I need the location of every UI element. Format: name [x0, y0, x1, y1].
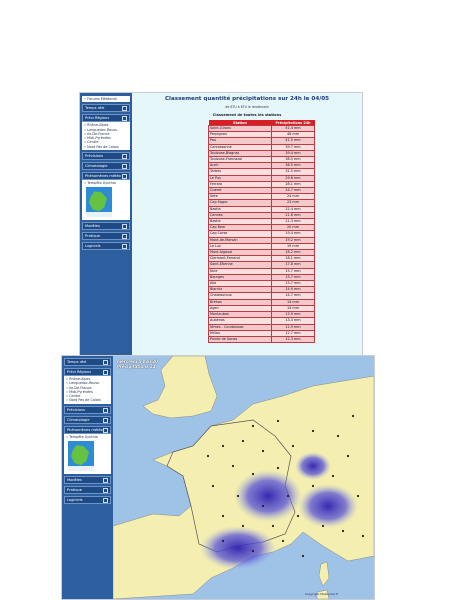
map-screenshot — [62, 356, 374, 599]
sidebar-panel-header[interactable] — [64, 476, 111, 484]
table-caption: Classement de toutes les stations — [212, 113, 282, 117]
sidebar-link[interactable]: » Rhône-Alpes — [66, 377, 109, 381]
precipitation-map[interactable] — [113, 356, 374, 599]
station-name: Millau — [209, 330, 272, 336]
forums-box[interactable] — [82, 96, 130, 102]
ranking-screenshot — [80, 93, 362, 355]
precip-value: 28.1 mm — [272, 181, 315, 187]
sidebar-panel-title: Logiciels — [85, 244, 101, 249]
precip-value: 24 mm — [272, 194, 315, 200]
station-marker — [362, 535, 364, 537]
station-marker — [232, 465, 234, 467]
sidebar-panel-header[interactable] — [64, 416, 111, 424]
station-marker — [347, 455, 349, 457]
station-marker — [237, 495, 239, 497]
sidebar-link[interactable]: » Midi-Pyrénées — [84, 136, 128, 140]
sidebar-panel-title: Climatologie — [85, 164, 108, 169]
station-name: Nice — [209, 268, 272, 274]
station-marker — [312, 430, 314, 432]
column-header-station[interactable]: Station — [209, 120, 272, 126]
station-name: Cap Corse — [209, 231, 272, 237]
precip-value: 17.8 mm — [272, 262, 315, 268]
sidebar-panel-header[interactable] — [82, 232, 130, 240]
station-marker — [207, 455, 209, 457]
thumbnail-band — [68, 466, 94, 471]
station-marker — [302, 555, 304, 557]
expand-icon[interactable] — [103, 488, 108, 493]
expand-icon[interactable] — [122, 174, 127, 179]
precip-value: 18.1 mm — [272, 256, 315, 262]
station-name: Nîmes - Courbessac — [209, 324, 272, 330]
sidebar-link[interactable]: » Midi-Pyrénées — [66, 390, 109, 394]
station-name: Sete — [209, 194, 272, 200]
sidebar-panel-header[interactable] — [82, 152, 130, 160]
station-name: Chateauroux — [209, 293, 272, 299]
station-name: Gueret — [209, 188, 272, 194]
station-marker — [287, 495, 289, 497]
station-marker — [262, 450, 264, 452]
station-name: Biarritz — [209, 287, 272, 293]
ranking-rows — [209, 126, 315, 343]
expand-icon[interactable] — [122, 116, 127, 121]
sidebar-link[interactable]: » Ile-De-France — [66, 386, 109, 390]
sidebar-panel-header[interactable] — [64, 368, 111, 376]
expand-icon[interactable] — [103, 478, 108, 483]
station-name: Agen — [209, 305, 272, 311]
station-name: Cap Sagro — [209, 200, 272, 206]
expand-icon[interactable] — [103, 370, 108, 375]
station-name: Ferrara — [209, 181, 272, 187]
france-shape — [89, 191, 107, 211]
expand-icon[interactable] — [122, 106, 127, 111]
station-name: Cannes — [209, 212, 272, 218]
precip-value: 23 mm — [272, 200, 315, 206]
sidebar-link[interactable]: » Languedoc-Rouss. — [66, 381, 109, 385]
expand-icon[interactable] — [122, 244, 127, 249]
sidebar-panel-header[interactable] — [82, 172, 130, 180]
sidebar-link[interactable]: » Ile-De-France — [84, 132, 128, 136]
sidebar-panel-header[interactable] — [82, 162, 130, 170]
precip-value: 15.7 mm — [272, 274, 315, 280]
thumbnail-band — [86, 212, 112, 217]
sidebar-panel-header[interactable] — [82, 104, 130, 112]
expand-icon[interactable] — [103, 408, 108, 413]
rain-cell-pyrenees — [200, 526, 276, 570]
precip-value: 15.7 mm — [272, 281, 315, 287]
sidebar-panel-header[interactable] — [64, 496, 111, 504]
sidebar-panel-title: Phénomènes météo — [67, 427, 103, 432]
sidebar-panels — [80, 104, 132, 250]
map-variable: Précipitations 24 — [117, 364, 156, 369]
station-name: Carcassonne — [209, 144, 272, 150]
station-marker — [262, 505, 264, 507]
sidebar-link[interactable]: » Tempête Xynthia — [66, 435, 109, 439]
precip-value: 14.9 mm — [272, 287, 315, 293]
sidebar-panels — [62, 358, 113, 504]
station-name: Toulouse-Francazal — [209, 157, 272, 163]
station-name: Montauban — [209, 312, 272, 318]
sidebar-panel-body — [64, 434, 111, 474]
sidebar-link[interactable]: » Nord Pas de Calais — [66, 398, 109, 402]
sidebar-panel-title: Prévi Régions — [67, 370, 92, 374]
station-marker — [312, 485, 314, 487]
sidebar-panel-title: Prévisions — [85, 154, 104, 159]
sidebar-panel-title: Temps réel — [67, 360, 87, 364]
precip-value: 19 mm — [272, 243, 315, 249]
station-marker — [322, 525, 324, 527]
station-name: Bastia — [209, 219, 272, 225]
precip-value: 12.7 mm — [272, 330, 315, 336]
station-name: Bréhas — [209, 299, 272, 305]
precip-value: 39.4 mm — [272, 150, 315, 156]
precip-value: 51.4 mm — [272, 126, 315, 132]
precip-value: 31.5 mm — [272, 169, 315, 175]
precip-value: 19.2 mm — [272, 237, 315, 243]
station-name: Saint-Etienne — [209, 262, 272, 268]
station-marker — [292, 445, 294, 447]
station-name: Mont-Aigoual — [209, 250, 272, 256]
map-graphic — [113, 356, 374, 599]
sidebar-panel-title: Prévisions — [67, 407, 86, 412]
sidebar-panel-title: Temps réel — [85, 106, 105, 111]
station-marker — [222, 445, 224, 447]
rain-cell-alps — [298, 484, 358, 528]
precip-value: 14.7 mm — [272, 293, 315, 299]
expand-icon[interactable] — [122, 224, 127, 229]
station-name: Mont-de-Marsan — [209, 237, 272, 243]
rain-cell-east — [295, 452, 331, 480]
expand-icon[interactable] — [103, 428, 108, 433]
rain-cell-massif-central — [234, 470, 302, 522]
precip-value: 15.7 mm — [272, 268, 315, 274]
station-marker — [242, 440, 244, 442]
station-name: Tarbes — [209, 169, 272, 175]
station-name: Pau — [209, 138, 272, 144]
precip-value: 22.4 mm — [272, 206, 315, 212]
station-name: Pointe de Socoa — [209, 336, 272, 342]
expand-icon[interactable] — [122, 234, 127, 239]
station-name: Saint-Girons — [209, 126, 272, 132]
station-marker — [337, 435, 339, 437]
precip-value: 19.4 mm — [272, 231, 315, 237]
sidebar-panel-title: Pratique — [85, 234, 100, 239]
sidebar-panel-header[interactable] — [64, 406, 111, 414]
sidebar-panel-title: Pratique — [67, 488, 82, 493]
sidebar — [62, 356, 113, 599]
station-name: Cap Bear — [209, 225, 272, 231]
station-name: Aubenas — [209, 318, 272, 324]
station-marker — [252, 425, 254, 427]
sidebar-link[interactable]: » Nord Pas de Calais — [84, 145, 128, 149]
map-date: mercredi 5 mai 20 — [117, 359, 158, 364]
expand-icon[interactable] — [103, 498, 108, 503]
station-marker — [277, 467, 279, 469]
precip-value: 13.9 mm — [272, 312, 315, 318]
sidebar-panel-header[interactable] — [82, 242, 130, 250]
precip-value: 46 mm — [272, 132, 315, 138]
expand-icon[interactable] — [103, 418, 108, 423]
precip-value: 24.7 mm — [272, 188, 315, 194]
precip-value: 18.2 mm — [272, 250, 315, 256]
sidebar-link[interactable]: » Centre — [84, 140, 128, 144]
table-row — [209, 336, 315, 342]
precip-value: 38.5 mm — [272, 157, 315, 163]
station-name: Bourges — [209, 274, 272, 280]
sidebar-panel-header[interactable] — [82, 114, 130, 122]
sidebar-panel-title: Logiciels — [67, 498, 83, 503]
sidebar-panel-body — [82, 122, 130, 150]
station-marker — [277, 420, 279, 422]
sidebar — [80, 93, 132, 355]
sidebar-link[interactable]: » Tempête Xynthia — [84, 181, 128, 185]
sidebar-panel-body — [64, 376, 111, 404]
precip-value: 36.5 mm — [272, 163, 315, 169]
station-marker — [282, 540, 284, 542]
sidebar-panel-body — [82, 180, 130, 220]
precip-value: 20 mm — [272, 225, 315, 231]
precip-value: 39.7 mm — [272, 144, 315, 150]
sidebar-panel-title: Climatologie — [67, 417, 90, 422]
precip-value: 29.6 mm — [272, 175, 315, 181]
copyright: Copyright Meteociel.fr — [304, 592, 338, 596]
column-header-precip[interactable]: Précipitations 24h — [272, 120, 315, 126]
sidebar-panel-title: Modèles — [85, 224, 100, 229]
precip-value: 14 mm — [272, 305, 315, 311]
station-name: Toulouse-Blagnac — [209, 150, 272, 156]
station-marker — [357, 495, 359, 497]
sidebar-panel-header[interactable] — [64, 426, 111, 434]
main-content — [132, 93, 362, 355]
forums-link[interactable]: » Forums Météociel — [84, 97, 128, 101]
station-name: Perpignan — [209, 132, 272, 138]
station-name: Le Puy — [209, 175, 272, 181]
map-title — [117, 359, 158, 369]
station-marker — [272, 525, 274, 527]
precip-value: 21.6 mm — [272, 212, 315, 218]
station-name: Clermont-Ferrand — [209, 256, 272, 262]
station-marker — [332, 475, 334, 477]
station-marker — [252, 550, 254, 552]
precip-value: 13.3 mm — [272, 318, 315, 324]
sidebar-panel-title: Prévi Régions — [85, 116, 110, 121]
station-marker — [297, 515, 299, 517]
france-shape — [71, 445, 89, 465]
precip-value: 12.9 mm — [272, 324, 315, 330]
station-marker — [222, 515, 224, 517]
sidebar-link[interactable]: » Centre — [66, 394, 109, 398]
station-name: Auch — [209, 163, 272, 169]
station-name: Bastia — [209, 206, 272, 212]
sidebar-panel-title: Phénomènes météo — [85, 174, 121, 179]
sidebar-link[interactable]: » Rhône-Alpes — [84, 123, 128, 127]
station-marker — [212, 485, 214, 487]
station-marker — [242, 525, 244, 527]
sidebar-panel-header[interactable] — [64, 486, 111, 494]
france-thumbnail-map[interactable] — [86, 187, 112, 217]
precip-value: 21.3 mm — [272, 219, 315, 225]
station-marker — [222, 540, 224, 542]
sidebar-panel-header[interactable] — [64, 358, 111, 366]
station-marker — [252, 473, 254, 475]
period-subtitle: de 6TU à 6TU le lendemain — [225, 105, 269, 109]
station-name: La Luz — [209, 243, 272, 249]
sidebar-link[interactable]: » Languedoc-Rouss. — [84, 128, 128, 132]
station-marker — [352, 415, 354, 417]
france-thumbnail-map[interactable] — [68, 441, 94, 471]
precip-value: 41.5 mm — [272, 138, 315, 144]
sidebar-panel-title: Modèles — [67, 478, 82, 483]
station-name: Albi — [209, 281, 272, 287]
expand-icon[interactable] — [122, 154, 127, 159]
ranking-table — [208, 120, 315, 343]
sidebar-panel-header[interactable] — [82, 222, 130, 230]
precip-value: 14 mm — [272, 299, 315, 305]
expand-icon[interactable] — [103, 360, 108, 365]
page-title: Classement quantité précipitations sur 24h le 04/05 — [164, 96, 330, 102]
station-marker — [342, 530, 344, 532]
precip-value: 12.3 mm — [272, 336, 315, 342]
expand-icon[interactable] — [122, 164, 127, 169]
